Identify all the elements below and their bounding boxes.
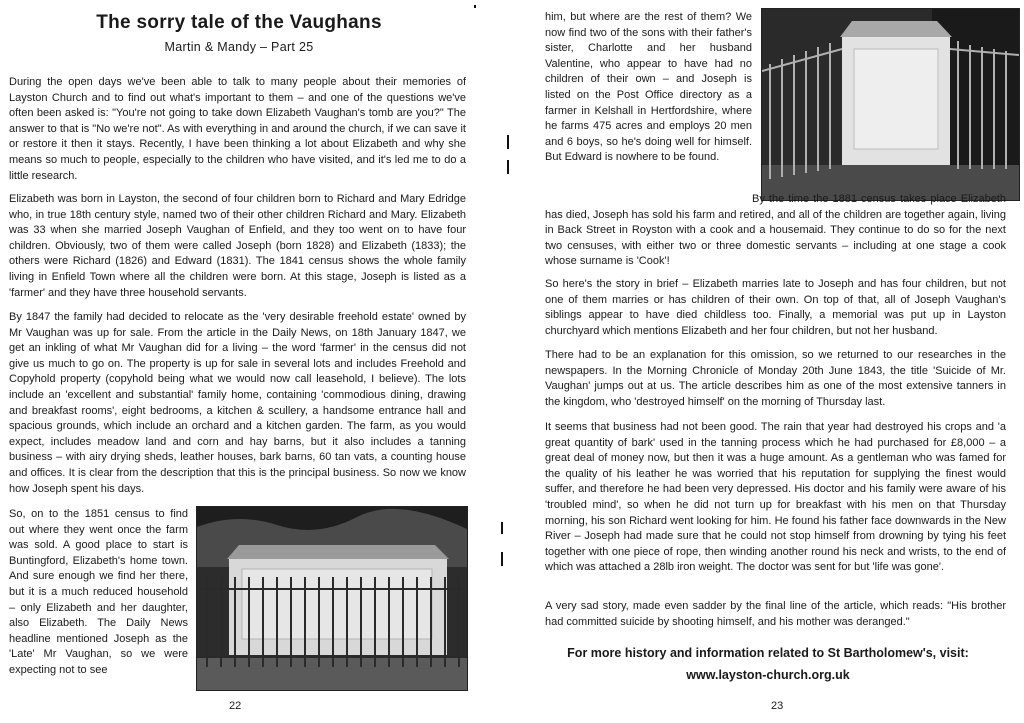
gutter-mark-1 [507,135,509,149]
tomb-photo-left [196,506,468,691]
paragraph-intro: During the open days we've been able to talk to many people about their memories of Layston Church and to find out what's important to them – and one of the questions we've often been asked is: "You're not going to take down Elizabeth Vaughan's tomb are you?" The answer to that is "No we're not". As with everything in and around the church, if we can save it or restore it then it stays. Recently, I have been thinking a lot about Elizabeth and why she means so much to people, especially to the children who have visited, and it's led me to do a little research. [9,76,466,182]
gutter-mark-2 [507,160,509,174]
right-page [512,0,1024,723]
tomb-railings-image [762,9,1019,200]
paragraph-suicide: It seems that business had not been good. The rain that year had destroyed his crops and 'a great quantity of bark' used in the tanning process which he had purchased for £8,000 – a great deal of money now, but then it was a huge amount. As a gentleman who was famed for the quality of his leather he was worried that his reputation for supplying the finest would suffer, and therefore he had been very depressed. His doctor and his family were aware of his 'troubled mind', so when he did not turn up for breakfast with his men on that Thursday morning, his son Richard went looking for him. He found his father face downwards in the New River – Joseph had made sure that he could not stop himself from drowning by tying his feet together with one piece of rope, then winding another round his neck and wrists, to the end of which was attached a 28lb iron weight. The doctor was sent for but 'life was gone'. [545,421,1006,574]
page-number-left: 22 [229,700,242,712]
gutter-dot [474,5,476,8]
paragraph-1881-census: By the time the 1881 census takes place Elizabeth has died, Joseph has sold his farm and retired, and all of the children are together again, living in Back Street in Royston with a cook and a housemaid. They continue to do so for the next two censuses, with either two or three domestic servants – including at one stage a cook whose surname is 'Cook'! [545,193,1006,268]
paragraph-conclusion: A very sad story, made even sadder by the final line of the article, which reads: "His brother had committed suicide by shooting himself, and his mother was deranged." [545,600,1006,628]
paragraph-siblings: him, but where are the rest of them? We now find two of the sons with their father's sister, Charlotte and her husband Valentine, who appear to have had no children of their own – and Joseph is listed on the Post Office directory as a farmer in Kelshall in Hertfordshire, where he farms 475 acres and employs 20 men and 6 boys, so he's doing well for himself. But Edward is nowhere to be found. [545,11,752,164]
gutter-mark-4 [501,552,503,566]
website-link[interactable]: www.layston-church.org.uk [686,668,850,682]
paragraph-sale: By 1847 the family had decided to relocate as the 'very desirable freehold estate' owned by Mr Vaughan was up for sale. From the article in the Daily News, on 18th January 1847, we get an inkling of what Mr Vaughan did for a living – the word 'farmer' in the census did not give us much to go on. The property is up for sale in several lots and includes Freehold and Copyhold property (copyhold being what we would now call leasehold, I believe). The lots include an 'excellent and substantial' family home, containing 'commodious dining, drawing and breakfast rooms', eight bedrooms, a kitchen & scullery, a handsome entrance hall and spacious grounds, which include an orchard and a kitchen garden. The farm, as you would expect, includes meadow land and corn and hay barns, but it also includes a tanning business – with airy drying sheds, leather houses, bark barns, 60 tan vats, a counting house and offices. It is clear from the description that this is the principal business. So now we know how Joseph spent his days. [9,311,466,495]
article-byline: Martin & Mandy – Part 25 [164,40,314,54]
tomb-railings-image [197,507,467,690]
paragraph-birth: Elizabeth was born in Layston, the second of four children born to Richard and Mary Edridge who, in true 18th century style, named two of their other children Richard and Mary. Elizabeth was 33 when she married Joseph Vaughan of Enfield, and they too went on to have four children. Obviously, two of them were called Joseph (born 1828) and Elizabeth (1833); the others were Richard (1826) and Edward (1831). The 1841 census shows the whole family living in Enfield Town where all the children were born. At this stage, Joseph is listed as a 'farmer' and they have three household servants. [9,193,466,299]
page-number-right: 23 [771,700,784,712]
article-title: The sorry tale of the Vaughans [96,12,382,33]
tomb-photo-right [761,8,1020,201]
left-page [0,0,478,723]
paragraph-summary: So here's the story in brief – Elizabeth marries late to Joseph and has four children, but not one of them marries or has children of their own. On top of that, all of Joseph Vaughan's siblings appear to have died childless too. Finally, a memorial was put up in Layston churchyard which mentions Elizabeth and her four children, but not her husband. [545,278,1006,337]
footer-heading: For more history and information related to St Bartholomew's, visit: [567,646,969,660]
gutter-mark-3 [501,522,503,534]
paragraph-newspaper: There had to be an explanation for this omission, so we returned to our researches in the newspapers. In the Morning Chronicle of Monday 20th June 1843, the title 'Suicide of Mr. Vaughan' jumps out at us. The article describes him as one of the most extensive tanners in the kingdom, who 'destroyed himself' on the morning of Thursday last. [545,349,1006,408]
paragraph-1851-census: So, on to the 1851 census to find out where they went once the farm was sold. A good place to start is Buntingford, Elizabeth's home town. And sure enough we find her there, but it is a much reduced household – only Elizabeth and her daughter, also Elizabeth. The Daily News headline mentioned Joseph as the 'Late' Mr Vaughan, so we were expecting not to see [9,508,188,676]
